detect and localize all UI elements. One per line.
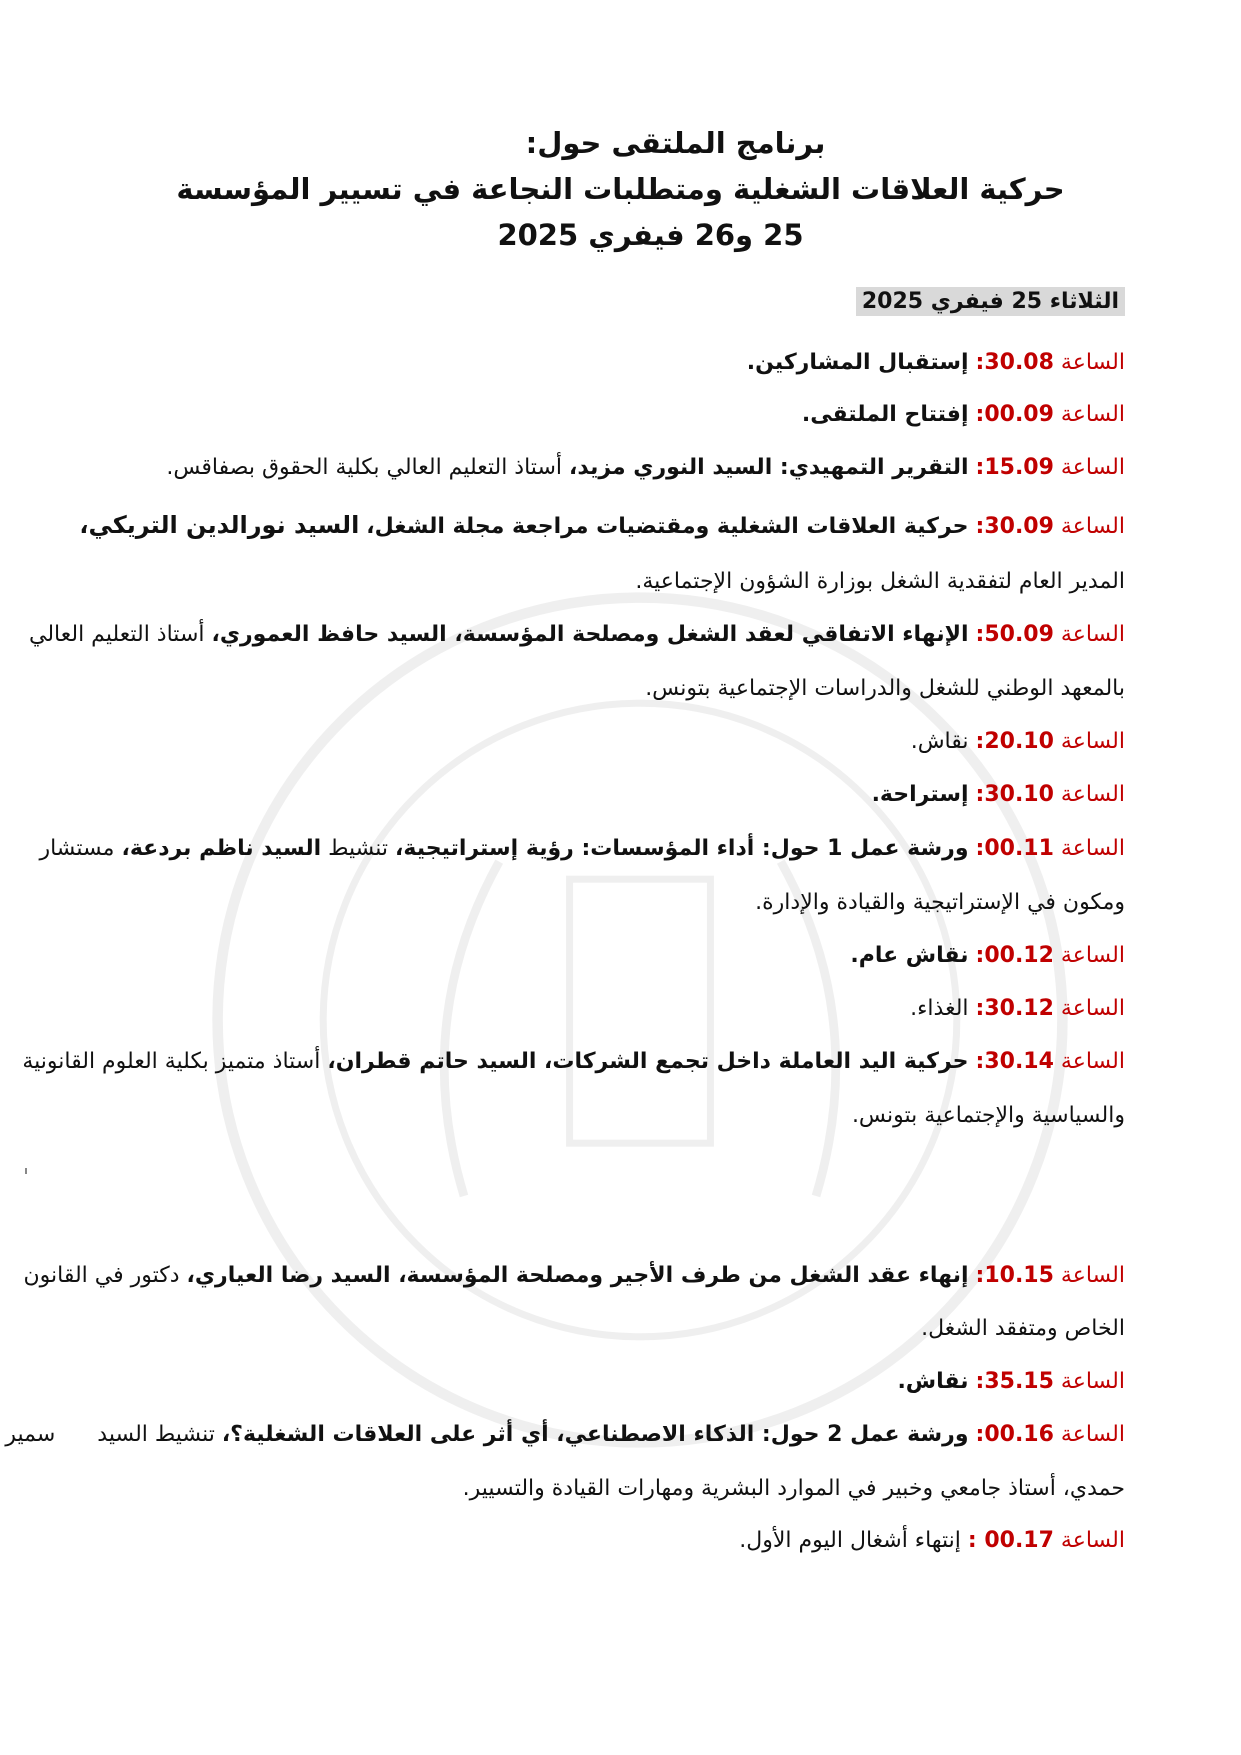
schedule-item: الساعة 30.10: إستراحة. xyxy=(871,782,1125,807)
schedule-item-continuation: ومكون في الإستراتيجية والقيادة والإدارة. xyxy=(755,890,1125,915)
schedule-item: الساعة 35.15: نقاش. xyxy=(897,1369,1125,1394)
schedule-item: الساعة 50.09: الإنهاء الاتفاقي لعقد الشغل ومصلحة المؤسسة، السيد حافظ العموري، أستاذ التعليم العالي xyxy=(29,622,1125,647)
schedule-item: الساعة 00.16: ورشة عمل 2 حول: الذكاء الاصطناعي، أي أثر على العلاقات الشغلية؟، تنشيط السيد سمير xyxy=(5,1422,1125,1447)
schedule-item-continuation: المدير العام لتفقدية الشغل بوزارة الشؤون الإجتماعية. xyxy=(635,569,1125,594)
schedule-item: الساعة 00.17 : إنتهاء أشغال اليوم الأول. xyxy=(739,1528,1125,1553)
day-heading: الثلاثاء 25 فيفري 2025 xyxy=(856,287,1125,316)
schedule-item-continuation: حمدي، أستاذ جامعي وخبير في الموارد البشرية ومهارات القيادة والتسيير. xyxy=(462,1476,1125,1501)
schedule-item: الساعة 30.14: حركية اليد العاملة داخل تجمع الشركات، السيد حاتم قطران، أستاذ متميز بكلية العلوم القانونية xyxy=(22,1049,1125,1074)
schedule-item: الساعة 00.11: ورشة عمل 1 حول: أداء المؤسسات: رؤية إستراتيجية، تنشيط السيد ناظم بردعة، مستشار xyxy=(39,836,1125,861)
header-line1: برنامج الملتقى حول: xyxy=(525,126,826,160)
schedule-item-continuation: بالمعهد الوطني للشغل والدراسات الإجتماعية بتونس. xyxy=(645,676,1125,701)
schedule-item: الساعة 30.09: حركية العلاقات الشغلية ومقتضيات مراجعة مجلة الشغل، السيد نورالدين التريكي، xyxy=(79,511,1125,539)
schedule-item: الساعة 20.10: نقاش. xyxy=(910,729,1125,754)
header-title: حركية العلاقات الشغلية ومتطلبات النجاعة في تسيير المؤسسة xyxy=(176,172,1065,206)
program-header xyxy=(0,120,1241,258)
header-dates: 25 و26 فيفري 2025 xyxy=(497,218,804,252)
schedule-item: الساعة 30.08: إستقبال المشاركين. xyxy=(746,350,1125,375)
schedule-item: الساعة 00.12: نقاش عام. xyxy=(850,943,1125,968)
schedule-item-continuation: والسياسية والإجتماعية بتونس. xyxy=(851,1103,1125,1128)
schedule-item: الساعة 15.09: التقرير التمهيدي: السيد النوري مزيد، أستاذ التعليم العالي بكلية الحقوق بصفاقس. xyxy=(166,455,1125,480)
schedule-item-continuation: الخاص ومتفقد الشغل. xyxy=(921,1316,1125,1341)
page-mark xyxy=(25,1168,27,1174)
schedule-item: الساعة 30.12: الغذاء. xyxy=(910,996,1125,1021)
schedule-item: الساعة 00.09: إفتتاح الملتقى. xyxy=(801,402,1125,427)
schedule-item: الساعة 10.15: إنهاء عقد الشغل من طرف الأجير ومصلحة المؤسسة، السيد رضا العياري، دكتور في القانون xyxy=(23,1263,1125,1288)
